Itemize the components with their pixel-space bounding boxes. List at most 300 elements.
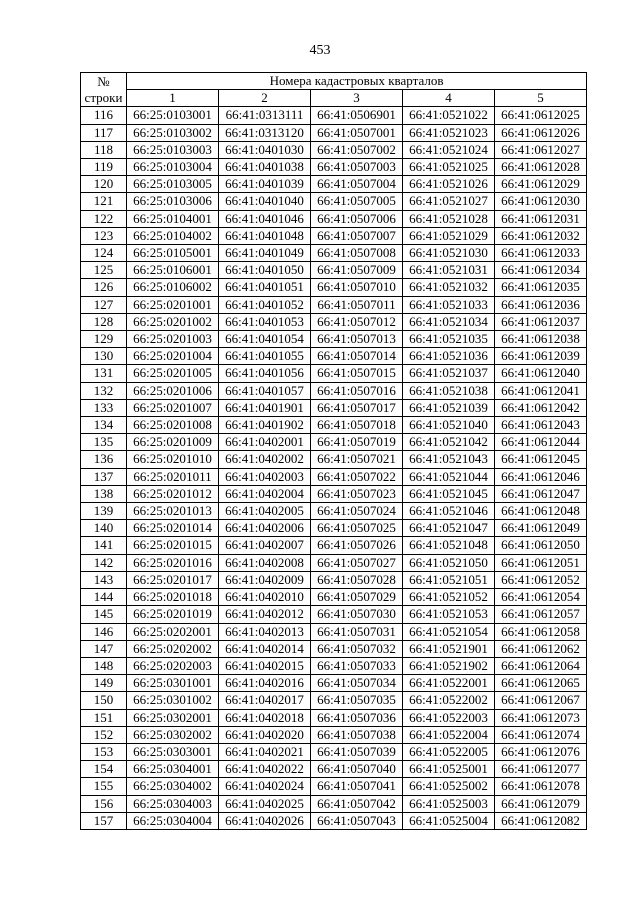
cadastral-number-cell: 66:25:0103006 [127,193,219,210]
table-body [81,107,587,830]
cadastral-quarters-table [80,72,587,830]
row-number-cell: 150 [81,692,127,709]
cadastral-number-cell: 66:41:0507031 [311,623,403,640]
row-number-cell: 116 [81,107,127,124]
cadastral-number-cell: 66:41:0521039 [403,399,495,416]
cadastral-number-cell: 66:41:0521048 [403,537,495,554]
cadastral-number-cell: 66:41:0507028 [311,571,403,588]
cadastral-number-cell: 66:41:0507003 [311,159,403,176]
cadastral-number-cell: 66:25:0201014 [127,520,219,537]
table-row [81,417,587,434]
row-number-cell: 125 [81,262,127,279]
cadastral-number-cell: 66:41:0612029 [495,176,587,193]
cadastral-number-cell: 66:41:0521044 [403,468,495,485]
cadastral-number-cell: 66:41:0612076 [495,743,587,760]
cadastral-number-cell: 66:41:0507023 [311,485,403,502]
table-row [81,554,587,571]
cadastral-number-cell: 66:41:0402015 [219,657,311,674]
table-row [81,399,587,416]
cadastral-number-cell: 66:41:0521051 [403,571,495,588]
row-number-cell: 153 [81,743,127,760]
row-number-cell: 127 [81,296,127,313]
table-row [81,640,587,657]
cadastral-number-cell: 66:41:0612026 [495,124,587,141]
cadastral-number-cell: 66:25:0202003 [127,657,219,674]
row-number-header [81,73,127,107]
cadastral-number-cell: 66:41:0401901 [219,399,311,416]
table-row [81,365,587,382]
cadastral-number-cell: 66:41:0522003 [403,709,495,726]
cadastral-number-cell: 66:25:0201012 [127,485,219,502]
cadastral-number-cell: 66:41:0401902 [219,417,311,434]
cadastral-number-cell: 66:41:0612025 [495,107,587,124]
cadastral-number-cell: 66:41:0521033 [403,296,495,313]
table-row [81,606,587,623]
cadastral-number-cell: 66:41:0612074 [495,726,587,743]
cadastral-number-cell: 66:25:0201003 [127,331,219,348]
row-number-cell: 145 [81,606,127,623]
cadastral-number-cell: 66:41:0507027 [311,554,403,571]
cadastral-number-cell: 66:41:0507002 [311,141,403,158]
cadastral-number-cell: 66:41:0521045 [403,485,495,502]
row-number-header-symbol: № [97,73,110,89]
cadastral-number-cell: 66:41:0401054 [219,331,311,348]
row-number-cell: 130 [81,348,127,365]
cadastral-number-cell: 66:41:0521028 [403,210,495,227]
cadastral-number-cell: 66:25:0302001 [127,709,219,726]
cadastral-number-cell: 66:25:0202001 [127,623,219,640]
cadastral-number-cell: 66:41:0401030 [219,141,311,158]
cadastral-number-cell: 66:41:0507012 [311,313,403,330]
cadastral-number-cell: 66:25:0201010 [127,451,219,468]
cadastral-number-cell: 66:41:0522005 [403,743,495,760]
row-number-cell: 144 [81,589,127,606]
row-number-cell: 137 [81,468,127,485]
cadastral-number-cell: 66:41:0521031 [403,262,495,279]
cadastral-number-cell: 66:41:0521902 [403,657,495,674]
cadastral-number-cell: 66:41:0525003 [403,795,495,812]
table-row [81,159,587,176]
cadastral-number-cell: 66:41:0402004 [219,485,311,502]
cadastral-number-cell: 66:41:0507011 [311,296,403,313]
cadastral-number-cell: 66:41:0507016 [311,382,403,399]
cadastral-number-cell: 66:41:0612050 [495,537,587,554]
cadastral-number-cell: 66:25:0201001 [127,296,219,313]
table-row [81,279,587,296]
cadastral-number-cell: 66:41:0401038 [219,159,311,176]
cadastral-number-cell: 66:41:0507032 [311,640,403,657]
row-number-cell: 139 [81,503,127,520]
cadastral-number-cell: 66:41:0402001 [219,434,311,451]
cadastral-number-cell: 66:41:0507022 [311,468,403,485]
table-row [81,709,587,726]
cadastral-number-cell: 66:41:0402005 [219,503,311,520]
cadastral-number-cell: 66:41:0612049 [495,520,587,537]
cadastral-number-cell: 66:41:0401049 [219,245,311,262]
cadastral-number-cell: 66:25:0201002 [127,313,219,330]
cadastral-number-cell: 66:41:0507006 [311,210,403,227]
cadastral-number-cell: 66:41:0521053 [403,606,495,623]
row-number-cell: 123 [81,227,127,244]
cadastral-number-cell: 66:41:0612077 [495,761,587,778]
cadastral-number-cell: 66:41:0507042 [311,795,403,812]
cadastral-number-cell: 66:41:0612079 [495,795,587,812]
cadastral-number-cell: 66:25:0201019 [127,606,219,623]
table-row [81,227,587,244]
table-row [81,434,587,451]
cadastral-number-cell: 66:41:0612065 [495,675,587,692]
cadastral-number-cell: 66:41:0521032 [403,279,495,296]
cadastral-number-cell: 66:25:0201009 [127,434,219,451]
table-row [81,743,587,760]
cadastral-number-cell: 66:25:0201008 [127,417,219,434]
cadastral-number-cell: 66:41:0402020 [219,726,311,743]
cadastral-number-cell: 66:41:0507015 [311,365,403,382]
cadastral-number-cell: 66:41:0507043 [311,812,403,829]
table-row [81,331,587,348]
cadastral-number-cell: 66:41:0402016 [219,675,311,692]
cadastral-number-cell: 66:41:0522004 [403,726,495,743]
row-number-cell: 149 [81,675,127,692]
cadastral-number-cell: 66:25:0106002 [127,279,219,296]
cadastral-number-cell: 66:41:0521054 [403,623,495,640]
row-number-cell: 156 [81,795,127,812]
cadastral-number-cell: 66:41:0402013 [219,623,311,640]
cadastral-number-cell: 66:25:0103002 [127,124,219,141]
cadastral-number-cell: 66:41:0521043 [403,451,495,468]
column-number-header: 1 [127,90,219,107]
cadastral-number-cell: 66:41:0525004 [403,812,495,829]
cadastral-number-cell: 66:41:0402021 [219,743,311,760]
cadastral-number-cell: 66:25:0201015 [127,537,219,554]
cadastral-number-cell: 66:41:0612045 [495,451,587,468]
table-row [81,296,587,313]
cadastral-number-cell: 66:41:0612035 [495,279,587,296]
cadastral-number-cell: 66:41:0401048 [219,227,311,244]
row-number-cell: 147 [81,640,127,657]
cadastral-number-cell: 66:41:0521025 [403,159,495,176]
cadastral-number-cell: 66:41:0402026 [219,812,311,829]
cadastral-number-cell: 66:41:0507026 [311,537,403,554]
cadastral-number-cell: 66:41:0612067 [495,692,587,709]
cadastral-number-cell: 66:25:0104001 [127,210,219,227]
cadastral-number-cell: 66:41:0507014 [311,348,403,365]
row-number-cell: 134 [81,417,127,434]
row-number-cell: 124 [81,245,127,262]
cadastral-number-cell: 66:41:0402008 [219,554,311,571]
cadastral-number-cell: 66:41:0521037 [403,365,495,382]
row-number-cell: 148 [81,657,127,674]
cadastral-number-cell: 66:41:0402003 [219,468,311,485]
column-number-header: 4 [403,90,495,107]
cadastral-number-cell: 66:25:0304003 [127,795,219,812]
row-number-cell: 155 [81,778,127,795]
cadastral-number-cell: 66:41:0401055 [219,348,311,365]
row-number-cell: 151 [81,709,127,726]
cadastral-number-cell: 66:41:0521046 [403,503,495,520]
table-row [81,571,587,588]
column-number-header: 5 [495,90,587,107]
page-number: 453 [309,43,331,58]
row-number-cell: 157 [81,812,127,829]
cadastral-number-cell: 66:41:0612078 [495,778,587,795]
row-number-cell: 140 [81,520,127,537]
cadastral-number-cell: 66:41:0525001 [403,761,495,778]
table-row [81,313,587,330]
cadastral-number-cell: 66:41:0402014 [219,640,311,657]
table-row [81,812,587,829]
cadastral-number-cell: 66:41:0401050 [219,262,311,279]
cadastral-number-cell: 66:25:0202002 [127,640,219,657]
cadastral-number-cell: 66:41:0507017 [311,399,403,416]
cadastral-number-cell: 66:41:0401052 [219,296,311,313]
cadastral-number-cell: 66:41:0612057 [495,606,587,623]
cadastral-number-cell: 66:41:0612031 [495,210,587,227]
table-row [81,124,587,141]
cadastral-number-cell: 66:41:0402012 [219,606,311,623]
row-number-cell: 142 [81,554,127,571]
row-number-cell: 143 [81,571,127,588]
cadastral-number-cell: 66:41:0612058 [495,623,587,640]
cadastral-number-cell: 66:41:0507021 [311,451,403,468]
cadastral-number-cell: 66:41:0612052 [495,571,587,588]
cadastral-number-cell: 66:41:0612036 [495,296,587,313]
cadastral-number-cell: 66:41:0507004 [311,176,403,193]
cadastral-number-cell: 66:41:0507038 [311,726,403,743]
row-number-cell: 128 [81,313,127,330]
cadastral-number-cell: 66:41:0401039 [219,176,311,193]
table-row [81,778,587,795]
cadastral-number-cell: 66:41:0612040 [495,365,587,382]
row-number-cell: 131 [81,365,127,382]
cadastral-number-cell: 66:41:0612033 [495,245,587,262]
cadastral-number-cell: 66:41:0521042 [403,434,495,451]
cadastral-number-cell: 66:41:0521038 [403,382,495,399]
table-row [81,245,587,262]
row-number-cell: 141 [81,537,127,554]
cadastral-number-cell: 66:41:0507008 [311,245,403,262]
cadastral-number-cell: 66:25:0304002 [127,778,219,795]
row-number-cell: 133 [81,399,127,416]
row-number-cell: 135 [81,434,127,451]
table-row [81,193,587,210]
cadastral-number-cell: 66:25:0103003 [127,141,219,158]
cadastral-number-cell: 66:25:0105001 [127,245,219,262]
cadastral-number-cell: 66:25:0106001 [127,262,219,279]
cadastral-number-cell: 66:41:0522002 [403,692,495,709]
cadastral-number-cell: 66:41:0507036 [311,709,403,726]
table-row [81,726,587,743]
row-number-cell: 120 [81,176,127,193]
table-row [81,520,587,537]
cadastral-number-cell: 66:41:0612041 [495,382,587,399]
group-header: Номера кадастровых кварталов [127,73,587,90]
cadastral-number-cell: 66:41:0507001 [311,124,403,141]
cadastral-number-cell: 66:41:0313120 [219,124,311,141]
cadastral-number-cell: 66:41:0507039 [311,743,403,760]
table-row [81,451,587,468]
table-row [81,348,587,365]
cadastral-number-cell: 66:41:0521036 [403,348,495,365]
cadastral-number-cell: 66:41:0506901 [311,107,403,124]
cadastral-number-cell: 66:25:0201016 [127,554,219,571]
cadastral-number-cell: 66:25:0303001 [127,743,219,760]
row-number-header-word: строки [84,89,123,105]
cadastral-number-cell: 66:41:0522001 [403,675,495,692]
cadastral-number-cell: 66:41:0521023 [403,124,495,141]
cadastral-number-cell: 66:41:0507040 [311,761,403,778]
row-number-cell: 129 [81,331,127,348]
cadastral-number-cell: 66:41:0612030 [495,193,587,210]
cadastral-number-cell: 66:41:0402018 [219,709,311,726]
cadastral-number-cell: 66:25:0301002 [127,692,219,709]
cadastral-number-cell: 66:41:0507018 [311,417,403,434]
cadastral-number-cell: 66:41:0521901 [403,640,495,657]
cadastral-number-cell: 66:41:0507041 [311,778,403,795]
cadastral-number-cell: 66:41:0507035 [311,692,403,709]
table-row [81,503,587,520]
cadastral-number-cell: 66:41:0612028 [495,159,587,176]
cadastral-number-cell: 66:25:0201004 [127,348,219,365]
cadastral-number-cell: 66:41:0402024 [219,778,311,795]
row-number-cell: 118 [81,141,127,158]
table-row [81,675,587,692]
row-number-cell: 136 [81,451,127,468]
cadastral-number-cell: 66:25:0103005 [127,176,219,193]
cadastral-number-cell: 66:41:0612042 [495,399,587,416]
column-number-header: 2 [219,90,311,107]
table-row [81,468,587,485]
cadastral-number-cell: 66:41:0402002 [219,451,311,468]
cadastral-number-cell: 66:41:0401051 [219,279,311,296]
cadastral-number-cell: 66:41:0507034 [311,675,403,692]
row-number-cell: 126 [81,279,127,296]
cadastral-number-cell: 66:25:0301001 [127,675,219,692]
table-row [81,210,587,227]
cadastral-number-cell: 66:41:0612039 [495,348,587,365]
cadastral-number-cell: 66:41:0402006 [219,520,311,537]
row-number-cell: 154 [81,761,127,778]
cadastral-number-cell: 66:41:0521029 [403,227,495,244]
cadastral-number-cell: 66:41:0521050 [403,554,495,571]
cadastral-number-cell: 66:41:0402022 [219,761,311,778]
cadastral-number-cell: 66:41:0507024 [311,503,403,520]
row-number-cell: 152 [81,726,127,743]
cadastral-number-cell: 66:41:0521030 [403,245,495,262]
cadastral-number-cell: 66:41:0401046 [219,210,311,227]
cadastral-number-cell: 66:41:0612051 [495,554,587,571]
cadastral-number-cell: 66:41:0507025 [311,520,403,537]
cadastral-number-cell: 66:41:0507029 [311,589,403,606]
cadastral-number-cell: 66:41:0521026 [403,176,495,193]
cadastral-number-cell: 66:41:0401053 [219,313,311,330]
cadastral-number-cell: 66:25:0201006 [127,382,219,399]
cadastral-number-cell: 66:41:0402009 [219,571,311,588]
table-row [81,176,587,193]
cadastral-number-cell: 66:25:0201007 [127,399,219,416]
row-number-cell: 146 [81,623,127,640]
cadastral-number-cell: 66:25:0201005 [127,365,219,382]
cadastral-number-cell: 66:25:0201018 [127,589,219,606]
cadastral-number-cell: 66:41:0401056 [219,365,311,382]
table-row [81,262,587,279]
cadastral-number-cell: 66:41:0521027 [403,193,495,210]
cadastral-number-cell: 66:41:0401040 [219,193,311,210]
cadastral-number-cell: 66:41:0521040 [403,417,495,434]
table-row [81,107,587,124]
cadastral-number-cell: 66:41:0507019 [311,434,403,451]
table-row [81,382,587,399]
row-number-cell: 117 [81,124,127,141]
cadastral-number-cell: 66:41:0612046 [495,468,587,485]
table-row [81,537,587,554]
cadastral-number-cell: 66:41:0402017 [219,692,311,709]
cadastral-number-cell: 66:41:0401057 [219,382,311,399]
cadastral-number-cell: 66:25:0201013 [127,503,219,520]
cadastral-number-cell: 66:41:0612054 [495,589,587,606]
cadastral-number-cell: 66:41:0525002 [403,778,495,795]
cadastral-number-cell: 66:41:0612038 [495,331,587,348]
cadastral-number-cell: 66:41:0612032 [495,227,587,244]
cadastral-number-cell: 66:25:0201011 [127,468,219,485]
table-row [81,692,587,709]
table-row [81,623,587,640]
cadastral-number-cell: 66:25:0104002 [127,227,219,244]
column-number-header: 3 [311,90,403,107]
table-row [81,657,587,674]
cadastral-number-cell: 66:25:0302002 [127,726,219,743]
cadastral-number-cell: 66:41:0521022 [403,107,495,124]
cadastral-number-cell: 66:41:0521047 [403,520,495,537]
cadastral-number-cell: 66:25:0304001 [127,761,219,778]
cadastral-number-cell: 66:41:0507005 [311,193,403,210]
cadastral-number-cell: 66:41:0612027 [495,141,587,158]
cadastral-number-cell: 66:41:0521052 [403,589,495,606]
row-number-cell: 119 [81,159,127,176]
cadastral-number-cell: 66:41:0612047 [495,485,587,502]
cadastral-number-cell: 66:41:0507010 [311,279,403,296]
cadastral-number-cell: 66:41:0402010 [219,589,311,606]
table-row [81,141,587,158]
table-row [81,795,587,812]
cadastral-number-cell: 66:41:0521024 [403,141,495,158]
cadastral-number-cell: 66:41:0507033 [311,657,403,674]
cadastral-number-cell: 66:41:0521035 [403,331,495,348]
table-row [81,761,587,778]
cadastral-number-cell: 66:41:0612073 [495,709,587,726]
row-number-cell: 138 [81,485,127,502]
cadastral-number-cell: 66:25:0103001 [127,107,219,124]
cadastral-number-cell: 66:41:0612048 [495,503,587,520]
cadastral-number-cell: 66:41:0507030 [311,606,403,623]
cadastral-number-cell: 66:41:0521034 [403,313,495,330]
cadastral-number-cell: 66:41:0612037 [495,313,587,330]
cadastral-number-cell: 66:41:0612062 [495,640,587,657]
cadastral-number-cell: 66:41:0612034 [495,262,587,279]
cadastral-number-cell: 66:41:0612064 [495,657,587,674]
cadastral-number-cell: 66:41:0612044 [495,434,587,451]
cadastral-number-cell: 66:41:0612043 [495,417,587,434]
row-number-cell: 132 [81,382,127,399]
cadastral-number-cell: 66:41:0402025 [219,795,311,812]
cadastral-number-cell: 66:25:0201017 [127,571,219,588]
cadastral-number-cell: 66:41:0612082 [495,812,587,829]
table-row [81,589,587,606]
cadastral-number-cell: 66:41:0402007 [219,537,311,554]
cadastral-number-cell: 66:25:0304004 [127,812,219,829]
cadastral-number-cell: 66:41:0313111 [219,107,311,124]
cadastral-number-cell: 66:41:0507009 [311,262,403,279]
